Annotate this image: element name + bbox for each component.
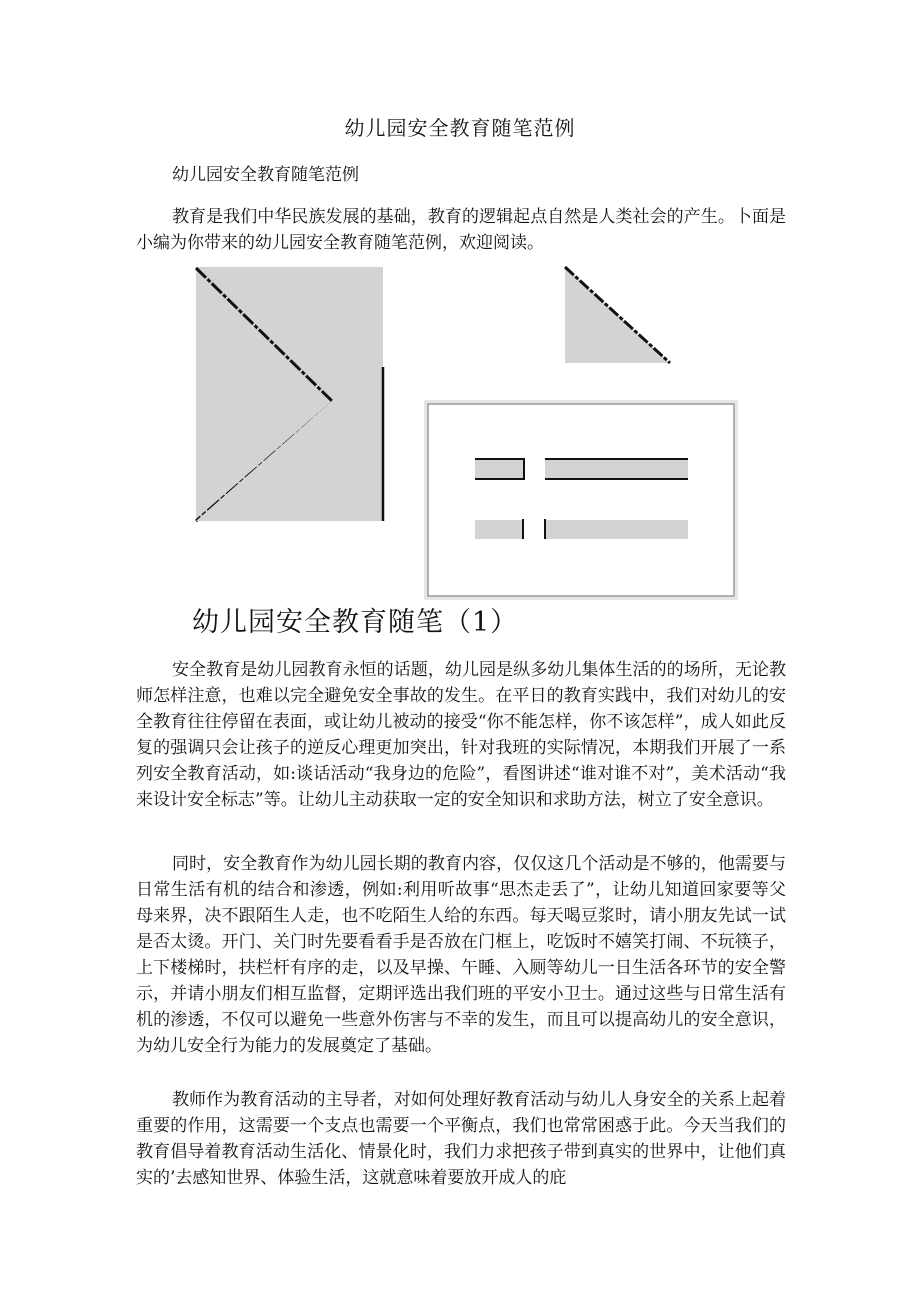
panel-bar-long-2 (545, 520, 688, 539)
section-heading: 幼儿园安全教育随笔（1） (192, 607, 519, 638)
panel-bar-long-1 (545, 459, 688, 479)
panel-inner-frame (428, 404, 734, 596)
body-paragraph-2: 同时，安全教育作为幼儿园长期的教育内容，仅仅这几个活动是不够的，他需要与日常生活有机的结合和渗透，例如:利用听故事“思杰走丢了”，让幼儿知道回家要等父母来界，决不跟陌生人走，也不吃陌生人给的东西。每天喝豆浆时，请小朋友先试一试是否太烫。开门、关门时先要看看手是否放在门框上，吃饭时不嬉笑打闹、不玩筷子，上下楼梯时，扶栏杆有序的走，以及早操、午睡、入厕等幼儿一日生活各环节的安全警示，并请小朋友们相互监督，定期评选出我们班的平安小卫士。通过这些与日常生活有机的渗透，不仅可以避免一些意外伤害与不幸的发生，而且可以提高幼儿的安全意识，为幼儿安全行为能力的发展奠定了基础。 (136, 854, 786, 1056)
decorative-figure (0, 0, 920, 610)
body-paragraph-1: 安全教育是幼儿园教育永恒的话题，幼儿园是纵多幼儿集体生活的的场所，无论教师怎样注意，也难以完全避免安全事故的发生。在平日的教育实践中，我们对幼儿的安全教育往往停留在表面，或让幼儿被动的接受“你不能怎样，你不该怎样”，成人如此反复的强调只会让孩子的逆反心理更加突出，针对我班的实际情况，本期我们开展了一系列安全教育活动，如:谈话活动“我身边的危险”，看图讲述“谁对谁不对”，美术活动“我来设计安全标志”等。让幼儿主动获取一定的安全知识和求助方法，树立了安全意识。 (136, 660, 786, 810)
panel-bar-small-2 (475, 520, 523, 539)
document-title: 幼儿园安全教育随笔范例 (344, 116, 576, 140)
panel-bar-small-1 (475, 459, 525, 479)
document-subtitle: 幼儿园安全教育随笔范例 (172, 165, 359, 185)
body-paragraph-3: 教师作为教育活动的主导者，对如何处理好教育活动与幼儿人身安全的关系上起着重要的作用，这需要一个支点也需要一个平衡点，我们也常常困惑于此。今天当我们的教育倡导着教育活动生活化、情景化时，我们力求把孩子带到真实的世界中，让他们真实的’去感知世界、体验生活，这就意味着要放开成人的庇 (136, 1090, 786, 1188)
intro-paragraph: 教育是我们中华民族发展的基础，教育的逻辑起点自然是人类社会的产生。卜面是小编为你带来的幼儿园安全教育随笔范例，欢迎阅读。 (136, 207, 786, 253)
